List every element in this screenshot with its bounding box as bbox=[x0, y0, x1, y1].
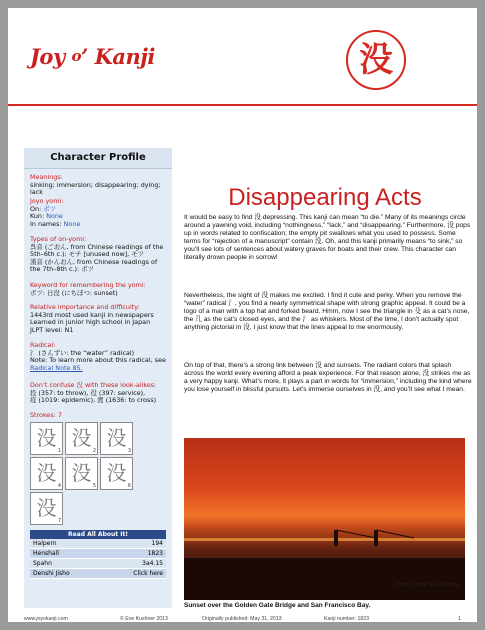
table-row: Halpern 194 bbox=[30, 539, 166, 549]
paragraph-2: Nevertheless, the sight of 没 makes me excited. I find it cute and perky. When you remove the “water” radical 氵, you find a nearly symmetrical shape with strong graphic appeal. It could be a logo of a man with a top hat and forked beard. Hmm, now I see the triangle in 殳 as a cat’s nose, the 几 as the cat’s closed eyes, and the 氵 as whiskers. Most of the time, I don’t actually spot anything pictorial in 没. I just know that the lines appeal to me enormously. bbox=[184, 292, 470, 331]
profile-title: Character Profile bbox=[24, 148, 172, 169]
footer-page-number: 1 bbox=[458, 616, 461, 622]
footer-site[interactable]: www.joyokanji.com bbox=[24, 616, 68, 622]
header-kanji: 没 bbox=[346, 30, 406, 90]
paragraph-1: It would be easy to find 没 depressing. This kanji can mean “to die.” Many of its meanings circle around a yawning void, including “nothingness,” “lack,” and “disappearing.” Furthermore, 没 pops up in words related to confiscation; the empty pit swallows what you used to possess. Some terms for “rejection of a manuscript” contain 没. Oh, and this kanji primarily means “to sink,” so you’ll see lots of sentences about watery graves for boats and their crew. This character can literally drown people in sorrow! bbox=[184, 214, 471, 261]
table-row: Denshi Jisho Click here bbox=[30, 569, 166, 579]
footer-published: Originally published: May 31, 2013 bbox=[202, 616, 282, 622]
radical-section: Radical: 氵 (さんずい: the “water” radical) Note: To learn more about this radical, see Radical Note 85. bbox=[30, 342, 168, 372]
header-rule bbox=[8, 104, 477, 106]
photo-caption: Sunset over the Golden Gate Bridge and San Francisco Bay. bbox=[184, 602, 371, 609]
logo: Joy o’ Kanji bbox=[30, 44, 155, 69]
denshi-jisho-link[interactable]: Click here bbox=[133, 570, 163, 577]
radical-note-link[interactable]: Radical Note 85. bbox=[30, 363, 83, 372]
stroke-step: 没 6 bbox=[100, 457, 133, 490]
photo-credit: Photo Credit: Eve Kushner bbox=[395, 582, 461, 588]
strokes-label: Strokes: 7 bbox=[30, 411, 62, 419]
stroke-step: 没 7 bbox=[30, 492, 63, 525]
paragraph-3: On top of that, there’s a strong link between 没 and sunsets. The radiant colors that splash across the world every evening afford a peak experience. For that reason alone, 没 strikes me as a very happy kanji. What’s more, it plays a part in words for “immersion,” including the kind where you lose yourself in blissful pursuits. Let’s immerse ourselves in 没, and you’ll see what I mean. bbox=[184, 362, 472, 393]
importance-section: Relative importance and difficulty: 1443rd most used kanji in newspapers Learned in junior high school in Japan JLPT level: N1 bbox=[30, 303, 154, 334]
meanings-section: Meanings: sinking; immersion; disappearing; dying; lack bbox=[30, 173, 161, 197]
stroke-step: 没 4 bbox=[30, 457, 63, 490]
stroke-step: 没 5 bbox=[65, 457, 98, 490]
references-table: Read All About It! Halpern 194 Henshall 1823 Spahn 3a4.15 Denshi Jisho Click here bbox=[30, 530, 166, 579]
stroke-order-grid bbox=[30, 422, 166, 525]
article-title: Disappearing Acts bbox=[228, 184, 422, 211]
table-row: Spahn 3a4.15 bbox=[30, 559, 166, 569]
stroke-step: 没 3 bbox=[100, 422, 133, 455]
keyword-section: Keyword for remembering the yomi: ボツ: 日没 (にちぼつ: sunset) bbox=[30, 281, 146, 297]
sunset-photo bbox=[184, 438, 465, 600]
stroke-step: 没 1 bbox=[30, 422, 63, 455]
bridge-silhouette bbox=[184, 438, 465, 600]
joyo-yomi-section: Joyo yomi: On: ボツ Kun: None In names: None bbox=[30, 197, 81, 228]
types-on-yomi-section: Types of on-yomi: 呉音 (ごおん, from Chinese readings of the 5th–6th c.): モチ [unused now], モツ 漢音 (かんおん, from Chinese readings of the 7th–8th c.): ボツ bbox=[30, 235, 164, 274]
footer-copyright: © Eve Kushner 2013 bbox=[120, 616, 168, 622]
page bbox=[8, 8, 477, 622]
lookalikes-section: Don’t confuse 没 with these look-alikes: 投 (357: to throw), 役 (397: service), 疫 (1019: epidemic), 渡 (1636: to cross) bbox=[30, 381, 157, 405]
table-row: Henshall 1823 bbox=[30, 549, 166, 559]
footer-kanji-number: Kanji number: 1823 bbox=[324, 616, 369, 622]
stroke-step: 没 2 bbox=[65, 422, 98, 455]
